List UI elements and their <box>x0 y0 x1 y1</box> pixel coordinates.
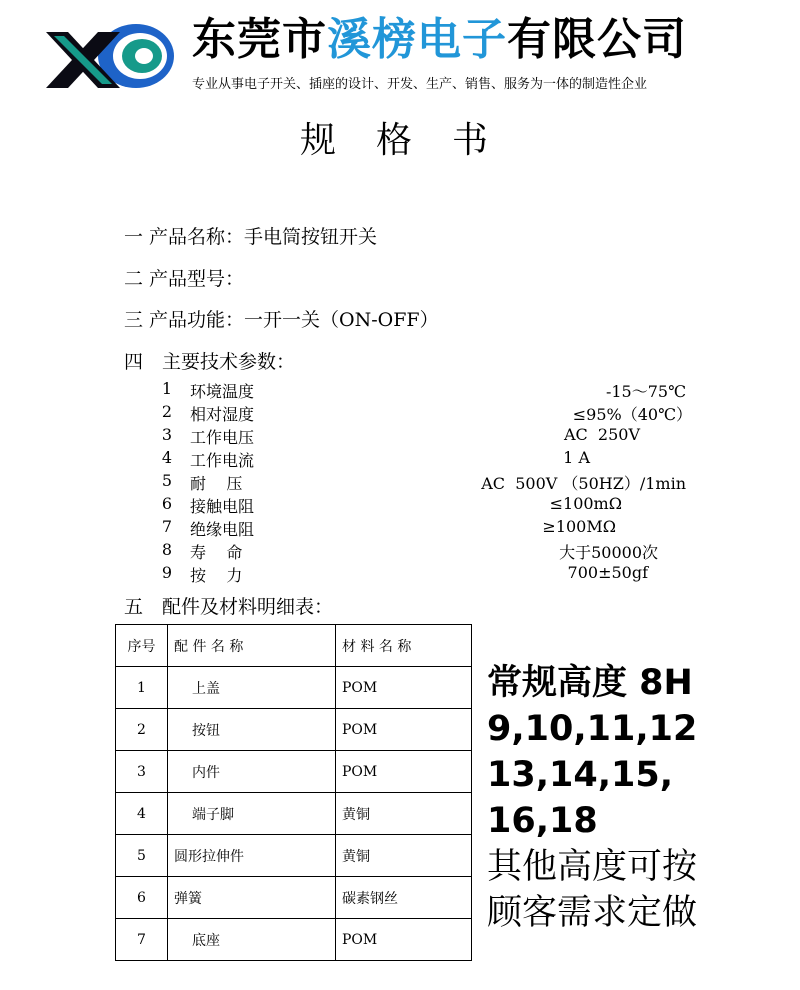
table-row <box>116 751 472 793</box>
cell-material: POM <box>336 919 472 961</box>
height-options-note <box>487 660 797 936</box>
table-row <box>116 919 472 961</box>
section-tech-params-heading: 四 主要技术参数： <box>124 351 296 373</box>
param-label: 接触电阻 <box>190 497 255 516</box>
param-label: 寿 命 <box>190 543 243 562</box>
cell-material: POM <box>336 751 472 793</box>
param-value: 1 A <box>563 448 590 467</box>
note-line: 顾客需求定做 <box>487 893 698 933</box>
cell-part-name: 端子脚 <box>168 793 336 835</box>
company-tagline: 专业从事电子开关、插座的设计、开发、生产、销售、服务为一体的制造性企业 <box>192 77 648 92</box>
param-label: 工作电压 <box>190 428 255 447</box>
cell-material: POM <box>336 709 472 751</box>
company-logo <box>42 14 178 96</box>
param-value: ≤95%（40℃） <box>572 405 692 424</box>
param-label: 工作电流 <box>190 451 255 470</box>
cell-material: 黄铜 <box>336 793 472 835</box>
cell-no: 7 <box>116 919 168 961</box>
param-row <box>160 563 700 586</box>
cell-no: 1 <box>116 667 168 709</box>
cell-no: 6 <box>116 877 168 919</box>
document-title: 规格书 <box>300 120 529 161</box>
tech-params-list <box>160 379 700 586</box>
param-label: 耐 压 <box>190 474 243 493</box>
param-number: 7 <box>161 517 173 536</box>
param-row <box>160 494 700 517</box>
param-value: AC 250V <box>563 425 640 444</box>
cell-no: 4 <box>116 793 168 835</box>
cell-no: 5 <box>116 835 168 877</box>
param-value: ≥100MΩ <box>542 517 616 536</box>
param-value: 大于50000次 <box>559 543 658 562</box>
param-row <box>160 425 700 448</box>
param-value: -15～75℃ <box>605 382 686 401</box>
cell-part-name: 上盖 <box>168 667 336 709</box>
note-line: 9,10,11,12 <box>487 709 698 749</box>
company-name <box>192 14 687 66</box>
param-number: 5 <box>161 471 173 490</box>
header-cell-material: 材 料 名 称 <box>336 625 472 667</box>
note-line: 13,14,15, <box>487 755 674 795</box>
table-row <box>116 667 472 709</box>
section-product-name: 一 产品名称：手电筒按钮开关 <box>124 226 378 248</box>
cell-material: POM <box>336 667 472 709</box>
param-value: AC 500V （50HZ）/1min <box>481 474 686 493</box>
param-row <box>160 540 700 563</box>
table-row <box>116 793 472 835</box>
param-row <box>160 402 700 425</box>
table-row <box>116 877 472 919</box>
header-cell-part-name: 配 件 名 称 <box>168 625 336 667</box>
param-number: 2 <box>161 402 173 421</box>
company-name-prefix: 东莞市 <box>192 14 327 65</box>
company-name-suffix: 有限公司 <box>507 14 687 65</box>
note-line: 16,18 <box>487 801 598 841</box>
param-number: 1 <box>161 379 173 398</box>
param-label: 相对湿度 <box>190 405 255 424</box>
param-number: 6 <box>161 494 173 513</box>
parts-table <box>115 624 472 961</box>
param-label: 绝缘电阻 <box>190 520 255 539</box>
cell-part-name: 底座 <box>168 919 336 961</box>
param-label: 按 力 <box>190 566 243 585</box>
table-header-row <box>116 625 472 667</box>
cell-no: 2 <box>116 709 168 751</box>
cell-part-name: 圆形拉伸件 <box>168 835 336 877</box>
cell-part-name: 弹簧 <box>168 877 336 919</box>
param-row <box>160 448 700 471</box>
param-number: 3 <box>161 425 173 444</box>
param-number: 4 <box>161 448 173 467</box>
cell-part-name: 内件 <box>168 751 336 793</box>
param-value: ≤100mΩ <box>549 494 622 513</box>
section-product-function: 三 产品功能：一开一关（ON-OFF） <box>124 309 439 331</box>
cell-material: 黄铜 <box>336 835 472 877</box>
logo-ring-center <box>135 48 153 64</box>
param-row <box>160 517 700 540</box>
cell-material: 碳素钢丝 <box>336 877 472 919</box>
header-cell-no: 序号 <box>116 625 168 667</box>
company-name-highlight: 溪榜电子 <box>327 14 507 65</box>
section-product-model: 二 产品型号： <box>124 268 245 290</box>
cell-part-name: 按钮 <box>168 709 336 751</box>
param-number: 9 <box>161 563 173 582</box>
cell-no: 3 <box>116 751 168 793</box>
note-line: 其他高度可按 <box>487 847 698 887</box>
table-row <box>116 709 472 751</box>
param-row <box>160 471 700 494</box>
param-label: 环境温度 <box>190 382 255 401</box>
param-value: 700±50gf <box>567 563 648 582</box>
note-line: 常规高度 8H <box>487 663 693 703</box>
section-parts-heading: 五 配件及材料明细表： <box>124 596 334 618</box>
param-row <box>160 379 700 402</box>
table-row <box>116 835 472 877</box>
param-number: 8 <box>161 540 173 559</box>
